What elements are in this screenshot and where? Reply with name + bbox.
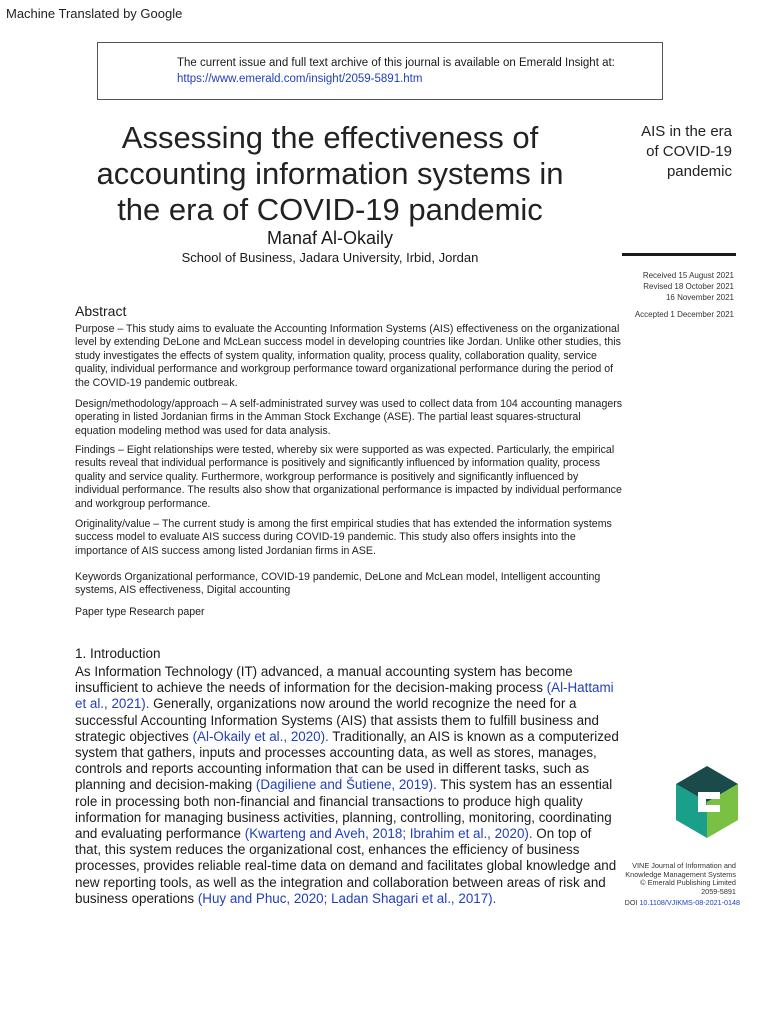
title-line: accounting information systems in	[96, 156, 564, 191]
emerald-publishing-logo-icon	[676, 766, 738, 838]
machine-translated-banner: Machine Translated by Google	[6, 6, 183, 21]
abstract-heading: Abstract	[75, 303, 127, 319]
article-dates	[600, 270, 734, 320]
intro-text: This system has an essential role in processing both non-financial and financial transactions to produce high quality information for managing business activities, planning, controlling, monitoring, coordinating and evaluating performance	[75, 777, 613, 842]
citation-link[interactable]: (Kwarteng and Aveh, 2018; Ibrahim et al., 2020).	[244, 826, 533, 842]
intro-text: On top of that, this system reduces the organizational cost, enhances the efficiency of business processes, provides reliable real-time data on demand and facilitates global knowledge and new reporting tools, as well as the integration and collaboration between areas of risk and business operations	[75, 826, 617, 906]
abstract-paper-type: Paper type Research paper	[75, 606, 205, 618]
intro-text: Generally, organizations now around the world recognize the need for a successful Accounting Information Systems (AIS) that assists them to fulfill business and strategic objectives	[75, 696, 599, 744]
abstract-findings: Findings – Eight relationships were tested, whereby six were supported as was expected. Particularly, the empirical results reveal that individual performance is positively and significantly influenced by information quality, process quality and service quality. Furthermore, workgroup performance is positively and significantly influenced by individual performance. The results also show that organizational performance is impacted by individual performance and workgroup performance.	[75, 444, 622, 510]
doi-label: DOI	[624, 898, 638, 907]
notice-link[interactable]: https://www.emerald.com/insight/2059-5891.htm	[177, 73, 423, 85]
journal-info-line: VINE Journal of Information and	[632, 861, 736, 870]
intro-text: As Information Technology (IT) advanced, a manual accounting system has become insufficient to achieve the needs of information for the decision-making process	[75, 664, 573, 696]
citation-link[interactable]: (Dagiliene and Šutiene, 2019).	[255, 777, 437, 793]
journal-info	[608, 862, 736, 896]
section-heading-introduction: 1. Introduction	[75, 646, 161, 661]
journal-info-line: Knowledge Management Systems	[625, 869, 736, 879]
citation-link[interactable]: (Huy and Phuc, 2020; Ladan Shagari et al., 2017).	[197, 890, 497, 906]
running-title-rule	[622, 253, 736, 256]
journal-notice-box	[97, 42, 663, 100]
abstract-design: Design/methodology/approach – A self-administrated survey was used to collect data from 104 accounting managers operating in listed Jordanian firms in the Amman Stock Exchange (ASE). The partial least squares-structural equation modeling method was used for data analysis.	[75, 398, 623, 437]
abstract-keywords: Keywords Organizational performance, COVID-19 pandemic, DeLone and McLean model, Intelligent accounting systems, AIS effectiveness, Digital accounting	[75, 571, 601, 597]
article-title	[60, 120, 600, 228]
running-title	[620, 122, 732, 182]
author-affiliation: School of Business, Jadara University, Irbid, Jordan	[181, 250, 479, 265]
citation-link[interactable]: (Al-Okaily et al., 2020).	[192, 728, 329, 744]
accepted-date: Accepted 1 December 2021	[634, 310, 734, 319]
intro-text: Traditionally, an AIS is known as a computerized system that gathers, inputs and processes accounting data, as well as stores, manages, controls and reports accounting information that can be used in different tasks, such as planning and decision-making	[75, 728, 619, 793]
running-title-line: pandemic	[666, 163, 732, 180]
citation-link[interactable]: (Al-Hattami et al., 2021).	[75, 680, 614, 712]
received-date: Received 15 August 2021	[642, 271, 734, 280]
running-title-line: AIS in the era	[641, 123, 732, 140]
title-line: the era of COVID-19 pandemic	[117, 192, 543, 227]
abstract-purpose: Purpose – This study aims to evaluate the Accounting Information Systems (AIS) effectiveness on the organizational level by extending DeLone and McLean success model in developing countries like Jordan. Unlike other studies, this study investigates the effects of system quality, information quality, process quality, collaboration quality, service quality, individual performance and workgroup performance toward organizational performance during the period of the COVID-19 pandemic outbreak.	[75, 323, 621, 389]
abstract-originality: Originality/value – The current study is among the first empirical studies that has extended the information systems success model to evaluate AIS success during COVID-19 pandemic. This study also offers insights into the importance of AIS success among listed Jordanian firms in ASE.	[75, 518, 612, 557]
author-name: Manaf Al-Okaily	[266, 228, 394, 248]
revised-date: 16 November 2021	[665, 293, 734, 302]
journal-info-line: © Emerald Publishing Limited	[640, 878, 736, 888]
introduction-paragraph	[75, 664, 620, 907]
journal-info-line: 2059-5891	[701, 886, 736, 896]
doi-line	[608, 898, 740, 907]
notice-text: The current issue and full text archive of this journal is available on Emerald Insight at:	[177, 57, 615, 69]
title-line: Assessing the effectiveness of	[121, 120, 539, 155]
running-title-line: of COVID-19	[646, 143, 732, 160]
revised-date: Revised 18 October 2021	[643, 282, 734, 291]
notice-text-block	[177, 55, 615, 87]
doi-link[interactable]: 10.1108/VJIKMS-08-2021-0148	[639, 898, 740, 907]
